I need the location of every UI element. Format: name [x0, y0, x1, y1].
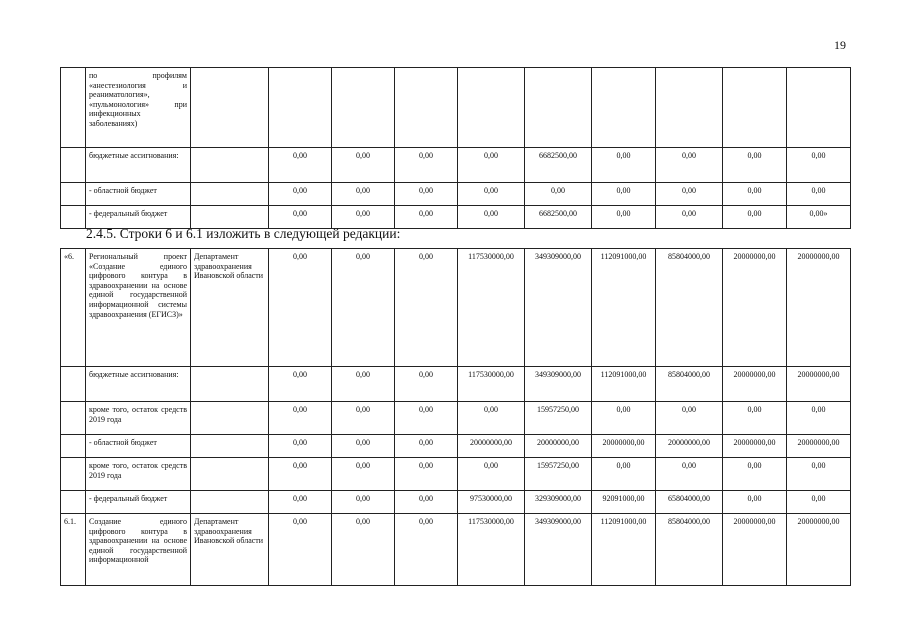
- executor-cell: [191, 435, 269, 458]
- amount-cell: 0,00: [395, 514, 458, 586]
- amount-cell: 0,00: [332, 435, 395, 458]
- table-row: [61, 148, 851, 183]
- row-number-cell: 6.1.: [61, 514, 86, 586]
- item-name-cell: Региональный проект «Создание единого цифрового контура в здравоохранении на основе единой государственной информационной системы здравоохранения (ЕГИСЗ)»: [86, 249, 191, 367]
- amount-cell: 117530000,00: [458, 249, 525, 367]
- amount-cell: 65804000,00: [656, 491, 723, 514]
- table-row: [61, 458, 851, 491]
- amount-cell: 97530000,00: [458, 491, 525, 514]
- item-name-cell: - областной бюджет: [86, 435, 191, 458]
- amount-cell: 329309000,00: [525, 491, 592, 514]
- amount-cell: 20000000,00: [723, 514, 787, 586]
- amount-cell: 6682500,00: [525, 148, 592, 183]
- amount-cell: 0,00: [723, 206, 787, 229]
- amount-cell: 85804000,00: [656, 514, 723, 586]
- item-name-cell: - федеральный бюджет: [86, 206, 191, 229]
- amount-cell: 20000000,00: [723, 367, 787, 402]
- row-number-cell: [61, 435, 86, 458]
- amount-cell: 117530000,00: [458, 514, 525, 586]
- table-row: [61, 514, 851, 586]
- amount-cell: [458, 68, 525, 148]
- amount-cell: 0,00: [787, 458, 851, 491]
- amount-cell: 0,00: [395, 435, 458, 458]
- amount-cell: 0,00: [787, 148, 851, 183]
- amount-cell: 0,00: [332, 367, 395, 402]
- item-name-cell: - федеральный бюджет: [86, 491, 191, 514]
- amount-cell: 0,00: [723, 183, 787, 206]
- amount-cell: 112091000,00: [592, 367, 656, 402]
- amount-cell: 0,00: [458, 183, 525, 206]
- executor-cell: [191, 148, 269, 183]
- row-number-cell: [61, 367, 86, 402]
- table-row: [61, 68, 851, 148]
- amount-cell: [656, 68, 723, 148]
- amount-cell: 0,00: [332, 249, 395, 367]
- item-name-cell: кроме того, остаток средств 2019 года: [86, 402, 191, 435]
- amount-cell: 20000000,00: [723, 249, 787, 367]
- amount-cell: 20000000,00: [787, 249, 851, 367]
- amount-cell: 20000000,00: [592, 435, 656, 458]
- table-row: [61, 435, 851, 458]
- amount-cell: 0,00: [332, 514, 395, 586]
- table-row: [61, 402, 851, 435]
- amount-cell: 0,00: [395, 458, 458, 491]
- item-name-cell: по профилям «анестезиология и реаниматология», «пульмонология» при инфекционных заболеваниях): [86, 68, 191, 148]
- amount-cell: 0,00: [269, 367, 332, 402]
- amount-cell: 0,00: [332, 491, 395, 514]
- executor-cell: [191, 491, 269, 514]
- amount-cell: 0,00: [656, 148, 723, 183]
- executor-cell: Департамент здравоохранения Ивановской области: [191, 514, 269, 586]
- amount-cell: 0,00: [269, 249, 332, 367]
- amount-cell: [723, 68, 787, 148]
- budget-table-top: [60, 67, 851, 229]
- amount-cell: 0,00: [269, 183, 332, 206]
- amount-cell: 85804000,00: [656, 249, 723, 367]
- amount-cell: [525, 68, 592, 148]
- amount-cell: 0,00: [395, 402, 458, 435]
- amount-cell: 0,00: [395, 183, 458, 206]
- row-number-cell: [61, 402, 86, 435]
- amount-cell: 0,00: [395, 491, 458, 514]
- amount-cell: 85804000,00: [656, 367, 723, 402]
- amount-cell: 20000000,00: [525, 435, 592, 458]
- amount-cell: 0,00: [269, 402, 332, 435]
- amount-cell: 0,00: [656, 402, 723, 435]
- executor-cell: [191, 183, 269, 206]
- amount-cell: [269, 68, 332, 148]
- amount-cell: 0,00: [458, 458, 525, 491]
- amount-cell: 0,00: [395, 148, 458, 183]
- amount-cell: 20000000,00: [656, 435, 723, 458]
- amount-cell: 0,00: [656, 206, 723, 229]
- row-number-cell: [61, 206, 86, 229]
- amount-cell: 117530000,00: [458, 367, 525, 402]
- amount-cell: [787, 68, 851, 148]
- amount-cell: 0,00: [269, 206, 332, 229]
- amount-cell: 0,00: [395, 367, 458, 402]
- amount-cell: 0,00: [656, 183, 723, 206]
- amount-cell: 0,00: [269, 458, 332, 491]
- table-top-body: [61, 68, 851, 229]
- amount-cell: 0,00: [592, 183, 656, 206]
- row-number-cell: [61, 68, 86, 148]
- amount-cell: 0,00: [723, 148, 787, 183]
- amount-cell: 0,00: [269, 491, 332, 514]
- amount-cell: 349309000,00: [525, 249, 592, 367]
- item-name-cell: бюджетные ассигнования:: [86, 367, 191, 402]
- executor-cell: Департамент здравоохранения Ивановской области: [191, 249, 269, 367]
- amount-cell: 20000000,00: [787, 367, 851, 402]
- amount-cell: 15957250,00: [525, 458, 592, 491]
- amount-cell: 20000000,00: [458, 435, 525, 458]
- row-number-cell: [61, 491, 86, 514]
- amount-cell: 0,00: [458, 206, 525, 229]
- executor-cell: [191, 367, 269, 402]
- amount-cell: [395, 68, 458, 148]
- row-number-cell: [61, 458, 86, 491]
- amount-cell: 6682500,00: [525, 206, 592, 229]
- amount-cell: 0,00: [395, 249, 458, 367]
- amount-cell: 0,00: [592, 206, 656, 229]
- amount-cell: 20000000,00: [723, 435, 787, 458]
- amount-cell: 0,00: [458, 402, 525, 435]
- amount-cell: 0,00: [592, 148, 656, 183]
- amount-cell: 0,00: [787, 491, 851, 514]
- item-name-cell: Создание единого цифрового контура в здравоохранении на основе единой государственной информационной: [86, 514, 191, 586]
- amount-cell: 0,00»: [787, 206, 851, 229]
- amount-cell: 0,00: [525, 183, 592, 206]
- amount-cell: 0,00: [723, 402, 787, 435]
- amount-cell: 0,00: [787, 183, 851, 206]
- amount-cell: 20000000,00: [787, 514, 851, 586]
- table-row: [61, 367, 851, 402]
- budget-table-bottom: [60, 248, 851, 586]
- amount-cell: [332, 68, 395, 148]
- executor-cell: [191, 458, 269, 491]
- amount-cell: 0,00: [269, 435, 332, 458]
- amount-cell: 349309000,00: [525, 514, 592, 586]
- table-row: [61, 491, 851, 514]
- amount-cell: 0,00: [592, 402, 656, 435]
- amount-cell: 15957250,00: [525, 402, 592, 435]
- executor-cell: [191, 402, 269, 435]
- amount-cell: 112091000,00: [592, 249, 656, 367]
- amount-cell: 0,00: [458, 148, 525, 183]
- item-name-cell: - областной бюджет: [86, 183, 191, 206]
- amount-cell: 0,00: [592, 458, 656, 491]
- amount-cell: 0,00: [332, 402, 395, 435]
- item-name-cell: кроме того, остаток средств 2019 года: [86, 458, 191, 491]
- row-number-cell: [61, 183, 86, 206]
- table-bottom-body: [61, 249, 851, 586]
- amount-cell: 0,00: [395, 206, 458, 229]
- item-name-cell: бюджетные ассигнования:: [86, 148, 191, 183]
- amount-cell: 0,00: [332, 148, 395, 183]
- amount-cell: 0,00: [269, 148, 332, 183]
- amount-cell: 0,00: [723, 491, 787, 514]
- executor-cell: [191, 68, 269, 148]
- amount-cell: 0,00: [723, 458, 787, 491]
- table-row: [61, 183, 851, 206]
- table-row: [61, 249, 851, 367]
- amount-cell: 0,00: [787, 402, 851, 435]
- amount-cell: 20000000,00: [787, 435, 851, 458]
- section-heading: 2.4.5. Строки 6 и 6.1 изложить в следующей редакции:: [86, 226, 401, 241]
- amount-cell: 0,00: [332, 183, 395, 206]
- amount-cell: 0,00: [269, 514, 332, 586]
- amount-cell: 92091000,00: [592, 491, 656, 514]
- amount-cell: 349309000,00: [525, 367, 592, 402]
- amount-cell: [592, 68, 656, 148]
- row-number-cell: [61, 148, 86, 183]
- amount-cell: 0,00: [656, 458, 723, 491]
- amount-cell: 0,00: [332, 458, 395, 491]
- page-number: 19: [834, 38, 846, 52]
- amount-cell: 112091000,00: [592, 514, 656, 586]
- row-number-cell: «6.: [61, 249, 86, 367]
- amount-cell: 0,00: [332, 206, 395, 229]
